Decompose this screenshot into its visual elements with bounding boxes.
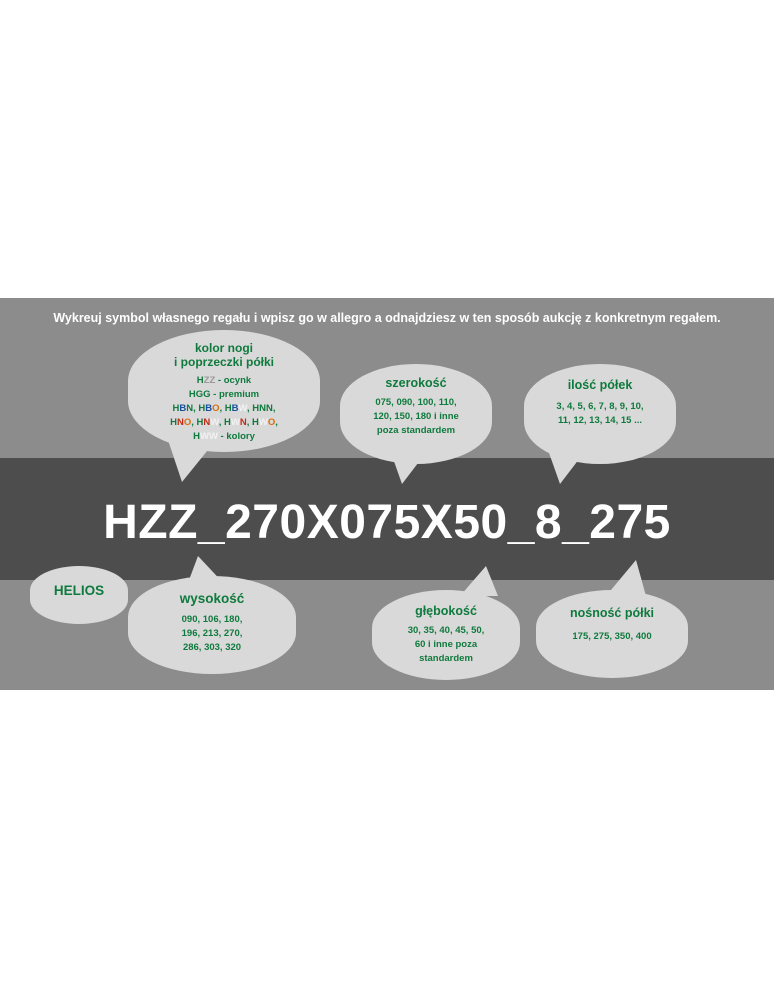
- callout-width-title: szerokość: [385, 376, 447, 390]
- callout-height: [128, 576, 296, 674]
- callout-capacity: [536, 590, 688, 678]
- callout-capacity-lines: [536, 630, 688, 644]
- callout-capacity-line-1: 175, 275, 350, 400: [572, 631, 652, 642]
- callout-width-line-1: 075, 090, 100, 110,: [375, 397, 457, 408]
- callout-shelf-count-lines: [524, 400, 676, 428]
- callout-depth-line-3: standardem: [419, 653, 473, 664]
- legend-line-ocynk: HZZ - ocynk: [196, 375, 252, 386]
- callout-capacity-title: nośność półki: [569, 606, 655, 620]
- callout-height-line-1: 090, 106, 180,: [181, 614, 243, 625]
- callout-shelf-count: [524, 364, 676, 464]
- callout-leg-color-title-line1: kolor nogi: [195, 341, 253, 355]
- callout-shelf-count-line-1: 3, 4, 5, 6, 7, 8, 9, 10,: [556, 401, 644, 412]
- callout-width: [340, 364, 492, 464]
- callout-depth-lines: [372, 624, 520, 666]
- callout-leg-color: [128, 330, 320, 452]
- callout-width-lines: [340, 396, 492, 438]
- callout-brand: [30, 566, 128, 624]
- callout-height-line-2: 196, 213, 270,: [181, 628, 243, 639]
- legend-line-colors-3: HWW - kolory: [193, 431, 255, 442]
- legend-line-colors-2: HNO, HNW, HWN, HWO,: [170, 417, 278, 428]
- callout-depth-title: głębokość: [415, 604, 477, 618]
- legend-line-colors-1: HBN, HBO, HBW, HNN,: [172, 403, 276, 414]
- headline-text: Wykreuj symbol własnego regału i wpisz go w allegro a odnajdziesz w ten sposób aukcję z konkretnym regałem.: [53, 311, 721, 325]
- callout-width-line-3: poza standardem: [376, 425, 456, 436]
- legend-line-premium: HGG - premium: [188, 389, 260, 400]
- product-code: HZZ_270X075X50_8_275: [103, 496, 671, 549]
- callout-shelf-count-title: ilość półek: [567, 378, 633, 392]
- callout-depth-line-2: 60 i inne poza: [414, 639, 478, 650]
- callout-width-line-2: 120, 150, 180 i inne: [373, 411, 459, 422]
- callout-shelf-count-line-2: 11, 12, 13, 14, 15 ...: [558, 415, 642, 426]
- callout-brand-title: HELIOS: [53, 583, 105, 598]
- callout-leg-color-lines: [128, 374, 320, 444]
- callout-height-line-3: 286, 303, 320: [182, 642, 242, 653]
- callout-depth: [372, 590, 520, 680]
- callout-height-title: wysokość: [179, 591, 245, 606]
- callout-height-lines: [128, 613, 296, 655]
- callout-leg-color-title-line2: i poprzeczki półki: [173, 355, 275, 369]
- callout-depth-line-1: 30, 35, 40, 45, 50,: [407, 625, 485, 636]
